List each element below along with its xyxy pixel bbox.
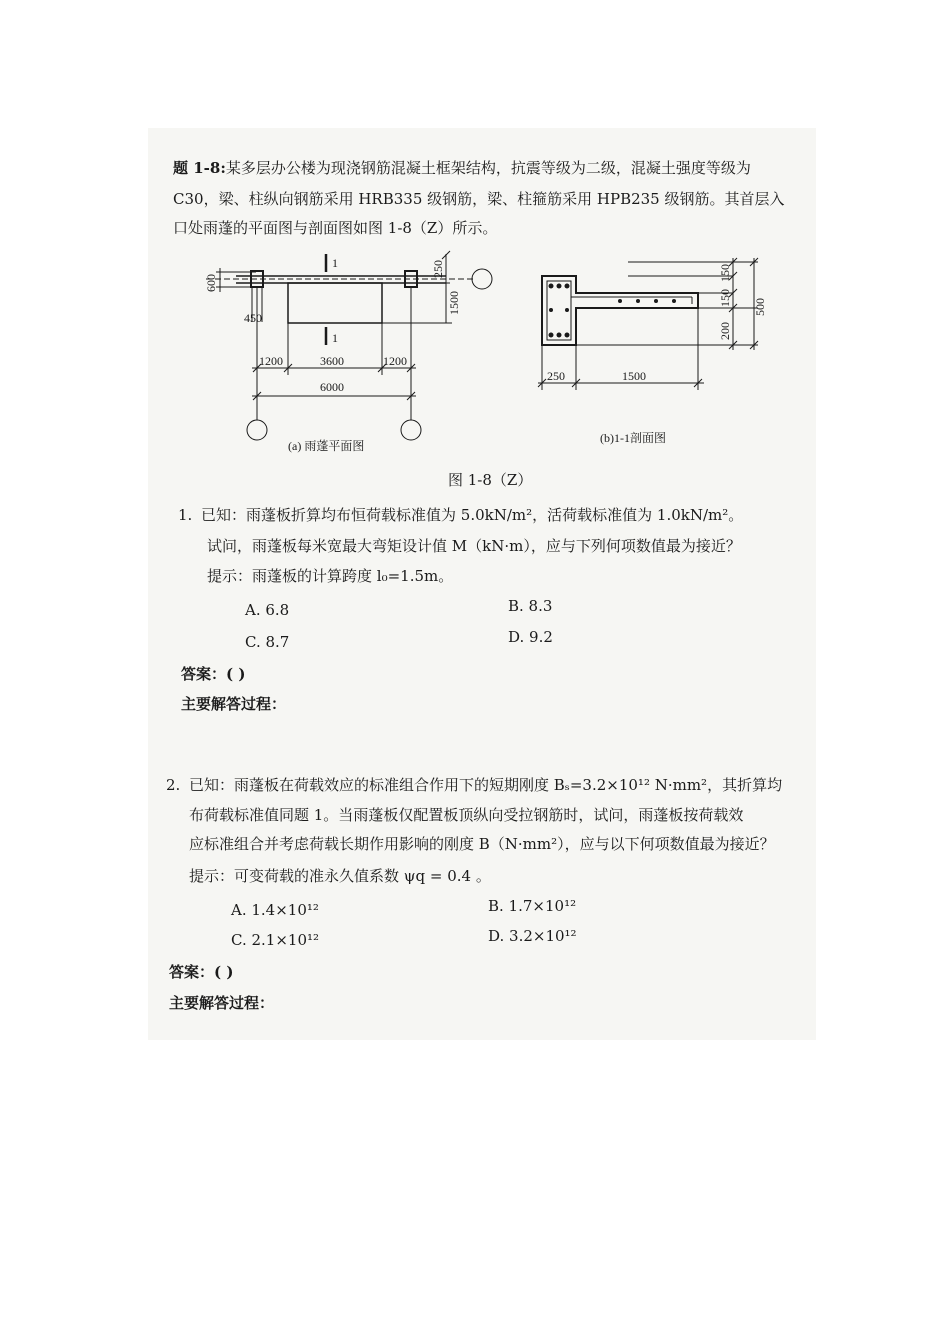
plan-figure — [196, 250, 506, 460]
q1-option-c: C. 8.7 — [245, 633, 290, 651]
q2-option-c: C. 2.1×10¹² — [231, 931, 320, 949]
q1-ask: 试问，雨蓬板每米宽最大弯矩设计值 M（kN·m），应与下列何项数值最为接近？ — [207, 537, 741, 555]
problem-line-3: 口处雨蓬的平面图与剖面图如图 1-8（Z）所示。 — [173, 219, 498, 237]
q2-line-1: 已知：雨蓬板在荷载效应的标准组合作用下的短期刚度 Bₛ=3.2×10¹² N·mm²，其折算均 — [189, 776, 783, 794]
q2-line-3: 应标准组合并考虑荷载长期作用影响的刚度 B（N·mm²），应与以下何项数值最为接近？ — [189, 835, 775, 853]
q2-option-a: A. 1.4×10¹² — [231, 901, 319, 919]
problem-text-1: 某多层办公楼为现浇钢筋混凝土框架结构，抗震等级为二级，混凝土强度等级为 — [225, 159, 751, 177]
problem-line-2: C30，梁、柱纵向钢筋采用 HRB335 级钢筋，梁、柱箍筋采用 HPB235 级钢筋。其首层入 — [173, 190, 785, 208]
q2-answer-label: 答案：( ) — [169, 963, 234, 981]
q1-process-label: 主要解答过程： — [181, 695, 287, 713]
section-dim-250: 250 — [547, 369, 565, 383]
q2-option-d: D. 3.2×10¹² — [488, 927, 577, 945]
section-dim-200: 200 — [718, 322, 732, 340]
section-dim-150-mid: 150 — [718, 289, 732, 307]
q1-option-b: B. 8.3 — [508, 597, 553, 615]
q1-given: 已知：雨蓬板折算均布恒荷载标准值为 5.0kN/m²，活荷载标准值为 1.0kN/m²。 — [201, 506, 744, 524]
section-dim-500: 500 — [753, 298, 767, 316]
q1-option-d: D. 9.2 — [508, 628, 553, 646]
plan-dim-450: 450 — [244, 311, 262, 325]
section-figure — [528, 250, 788, 455]
plan-caption: (a) 雨蓬平面图 — [288, 439, 365, 453]
q2-option-b: B. 1.7×10¹² — [488, 897, 577, 915]
figure-caption: 图 1-8（Z） — [448, 471, 533, 489]
q1-number: 1. — [178, 506, 193, 524]
problem-line-1 — [173, 158, 751, 178]
section-mark-bottom: 1 — [332, 331, 338, 345]
plan-dim-1500: 1500 — [447, 291, 461, 315]
q2-hint: 提示：可变荷载的准永久值系数 ψq = 0.4 。 — [189, 867, 491, 885]
q1-answer-label: 答案：( ) — [181, 665, 246, 683]
q2-process-label: 主要解答过程： — [169, 994, 275, 1012]
section-dim-1500: 1500 — [622, 369, 646, 383]
q1-hint: 提示：雨蓬板的计算跨度 l₀=1.5m。 — [207, 567, 454, 585]
section-caption: (b)1-1剖面图 — [600, 431, 666, 445]
section-mark-top: 1 — [332, 256, 338, 270]
plan-dim-250: 250 — [431, 260, 445, 278]
q1-option-a: A. 6.8 — [245, 601, 290, 619]
plan-dim-6000: 6000 — [320, 380, 344, 394]
plan-dim-1200-left: 1200 — [259, 354, 283, 368]
problem-label: 题 1-8: — [173, 159, 226, 177]
plan-dim-3600: 3600 — [320, 354, 344, 368]
section-dim-150-top: 150 — [718, 264, 732, 282]
q2-line-2: 布荷载标准值同题 1。当雨蓬板仅配置板顶纵向受拉钢筋时，试问，雨蓬板按荷载效 — [189, 806, 744, 824]
q2-number: 2. — [166, 776, 181, 794]
plan-dim-1200-right: 1200 — [383, 354, 407, 368]
plan-dim-600: 600 — [204, 274, 218, 292]
